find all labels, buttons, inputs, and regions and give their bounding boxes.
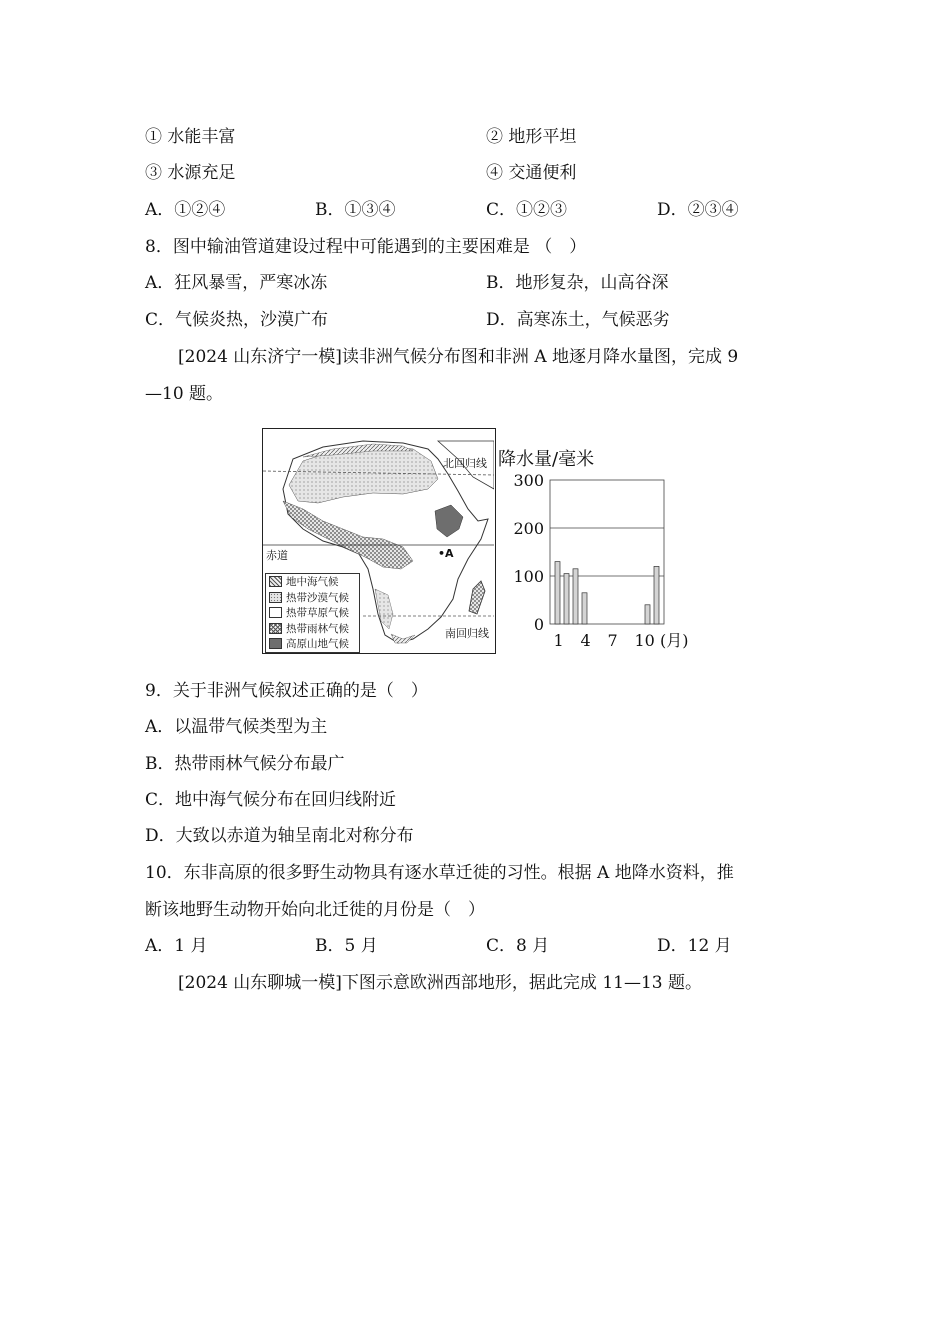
x-tick-label: 7 <box>607 631 618 650</box>
q7-option-4: ④ 交通便利 <box>486 163 577 183</box>
q7-choice-c: C．①②③ <box>486 200 568 220</box>
q10-choice-d: D．12 月 <box>657 936 732 956</box>
q10-stem-line1: 10．东非高原的很多野生动物具有逐水草迁徙的习性。根据 A 地降水资料，推 <box>145 863 734 883</box>
legend-swatch <box>269 607 282 618</box>
equator-label: 赤道 <box>266 549 288 562</box>
q7-option-3: ③ 水源充足 <box>145 163 236 183</box>
q7-choice-b: B．①③④ <box>315 200 396 220</box>
precip-bar <box>654 566 659 624</box>
y-tick-label: 0 <box>533 615 544 634</box>
q10-choice-a: A．1 月 <box>145 936 208 956</box>
intro-11-13: [2024 山东聊城一模]下图示意欧洲西部地形，据此完成 11—13 题。 <box>178 973 703 993</box>
q8-stem: 8．图中输油管道建设过程中可能遇到的主要困难是 （ ） <box>145 237 587 257</box>
legend-swatch <box>269 592 282 603</box>
point-a-label: •A <box>438 547 454 560</box>
y-tick-label: 100 <box>513 567 544 586</box>
legend-item <box>266 621 359 637</box>
q8-choice-b: B．地形复杂，山高谷深 <box>486 273 669 293</box>
x-tick-label: 4 <box>580 631 591 650</box>
legend-item <box>266 590 359 606</box>
legend-label: 热带草原气候 <box>286 607 349 620</box>
legend-label: 热带沙漠气候 <box>286 591 349 604</box>
legend-swatch <box>269 638 282 649</box>
y-tick-label: 200 <box>513 519 544 538</box>
intro-9-10-line1: [2024 山东济宁一模]读非洲气候分布图和非洲 A 地逐月降水量图，完成 9 <box>178 347 739 367</box>
q10-stem-line2: 断该地野生动物开始向北迁徙的月份是（ ） <box>145 900 485 920</box>
q9-choice-b: B．热带雨林气候分布最广 <box>145 754 345 774</box>
q8-choice-a: A．狂风暴雪，严寒冰冻 <box>145 273 328 293</box>
precip-bar <box>555 562 560 624</box>
figure <box>262 428 702 658</box>
legend-item <box>266 605 359 621</box>
madagascar <box>469 581 485 614</box>
q9-choice-d: D．大致以赤道为轴呈南北对称分布 <box>145 826 414 846</box>
intro-9-10-line2: —10 题。 <box>145 384 224 404</box>
q9-choice-a: A．以温带气候类型为主 <box>145 717 328 737</box>
legend-item <box>266 574 359 590</box>
q9-stem: 9．关于非洲气候叙述正确的是（ ） <box>145 681 428 701</box>
precipitation-chart <box>494 428 704 658</box>
legend-label: 热带雨林气候 <box>286 622 349 635</box>
q7-choice-a: A．①②④ <box>145 200 226 220</box>
legend-label: 高原山地气候 <box>286 638 349 651</box>
q7-choice-d: D．②③④ <box>657 200 739 220</box>
x-tick-label: 10 (月) <box>634 631 689 650</box>
north-tropic-label: 北回归线 <box>443 457 487 470</box>
map-legend <box>265 573 360 653</box>
y-tick-label: 300 <box>513 471 544 490</box>
q10-choice-c: C．8 月 <box>486 936 550 956</box>
africa-climate-map <box>262 428 496 654</box>
legend-label: 地中海气候 <box>286 576 339 589</box>
q8-choice-d: D．高寒冻土，气候恶劣 <box>486 310 670 330</box>
q10-choice-b: B．5 月 <box>315 936 378 956</box>
q7-option-2: ② 地形平坦 <box>486 127 577 147</box>
q8-choice-c: C．气候炎热，沙漠广布 <box>145 310 329 330</box>
chart-title: 降水量/毫米 <box>498 449 595 470</box>
precip-bar <box>573 569 578 624</box>
precip-bar <box>645 605 650 624</box>
south-tropic-label: 南回归线 <box>445 627 489 640</box>
x-tick-label: 1 <box>553 631 564 650</box>
precip-bar <box>564 574 569 624</box>
q9-choice-c: C．地中海气候分布在回归线附近 <box>145 790 397 810</box>
legend-swatch <box>269 623 282 634</box>
legend-item <box>266 636 359 652</box>
legend-swatch <box>269 576 282 587</box>
q7-option-1: ① 水能丰富 <box>145 127 236 147</box>
precip-bar <box>582 593 587 624</box>
